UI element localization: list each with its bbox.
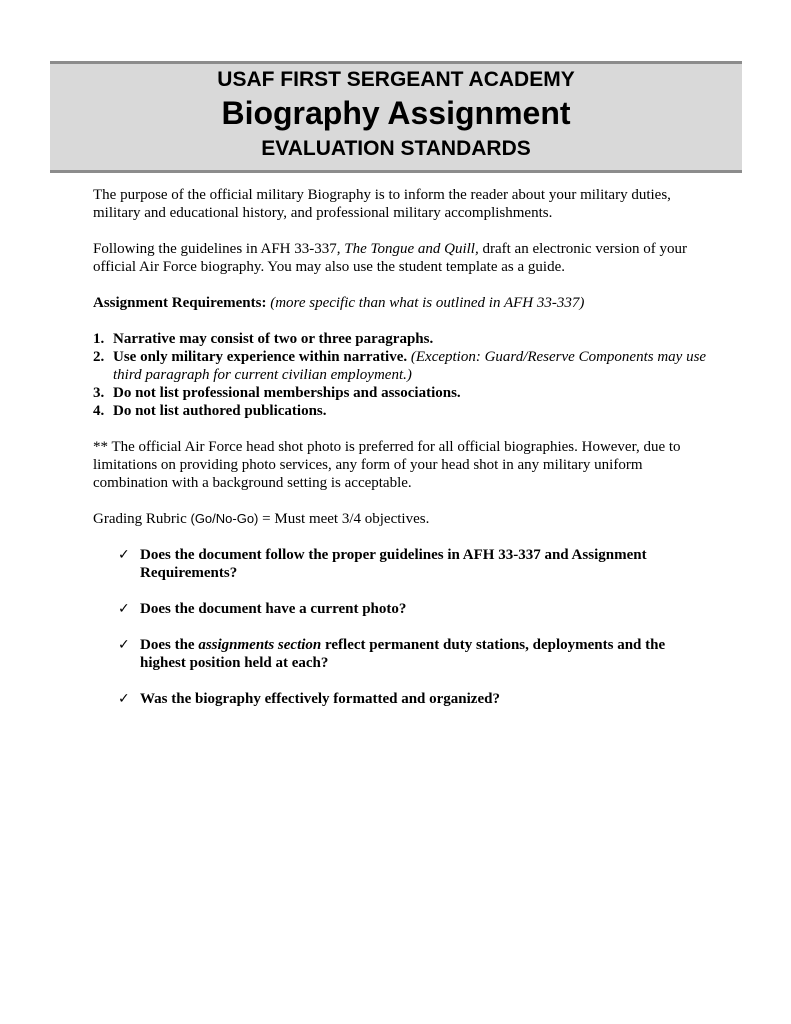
criterion-text: Was the biography effectively formatted and organized? <box>140 691 500 707</box>
item-text: Do not list professional memberships and associations. <box>113 385 461 401</box>
rubric-label: Grading Rubric <box>93 511 191 527</box>
item-number: 4. <box>93 403 105 419</box>
item-text: Do not list authored publications. <box>113 403 327 419</box>
evaluation-subtitle: EVALUATION STANDARDS <box>261 137 531 160</box>
list-item <box>93 600 713 618</box>
requirements-note: (more specific than what is outlined in AFH 33-337) <box>270 295 585 311</box>
criterion-emphasis: assignments section <box>198 637 322 653</box>
rubric-line <box>93 510 713 528</box>
check-icon: ✓ <box>118 601 130 617</box>
list-item <box>93 402 713 420</box>
requirements-list <box>93 330 713 420</box>
criterion-text-cont: reflect permanent duty stations, deployments and the highest position held at each? <box>140 637 666 671</box>
list-item <box>93 348 713 384</box>
rubric-requirement: = Must meet 3/4 objectives. <box>258 511 430 527</box>
purpose-paragraph: The purpose of the official military Biography is to inform the reader about your military duties, military and educational history, and professional military accomplishments. <box>93 187 671 221</box>
academy-title: USAF FIRST SERGEANT ACADEMY <box>217 68 575 91</box>
item-number: 1. <box>93 331 105 347</box>
item-number: 2. <box>93 349 105 365</box>
document-body <box>93 186 713 726</box>
list-item <box>93 690 713 708</box>
list-item <box>93 330 713 348</box>
title-banner <box>50 61 742 173</box>
assignment-title: Biography Assignment <box>221 95 571 131</box>
requirements-heading <box>93 294 713 312</box>
list-item <box>93 384 713 402</box>
guidelines-text: Following the guidelines in AFH 33-337, <box>93 241 345 257</box>
item-text: Narrative may consist of two or three paragraphs. <box>113 331 434 347</box>
guidelines-paragraph <box>93 240 713 276</box>
criterion-text: Does the document have a current photo? <box>140 601 407 617</box>
photo-paragraph: ** The official Air Force head shot photo is preferred for all official biographies. However, due to limitations on providing photo services, any form of your head shot in any military uniform combination with a background setting is acceptable. <box>93 439 681 491</box>
check-icon: ✓ <box>118 637 130 653</box>
item-exception-note: (Exception: Guard/Reserve Components may use third paragraph for current civilian employment.) <box>113 349 707 383</box>
item-number: 3. <box>93 385 105 401</box>
criterion-text: Does the document follow the proper guidelines in AFH 33-337 and Assignment Requirements? <box>140 547 647 581</box>
guidelines-text-cont: draft an electronic version of your official Air Force biography. You may also use the student template as a guide. <box>93 241 687 275</box>
check-icon: ✓ <box>118 547 130 563</box>
item-text: Use only military experience within narrative. <box>113 349 408 365</box>
tongue-and-quill-title: The Tongue and Quill, <box>344 241 479 257</box>
check-icon: ✓ <box>118 691 130 707</box>
requirements-label: Assignment Requirements: <box>93 295 267 311</box>
list-item <box>93 546 713 582</box>
rubric-gonogo: (Go/No-Go) <box>190 511 259 526</box>
criterion-text: Does the <box>140 637 199 653</box>
rubric-checklist <box>93 546 713 708</box>
list-item <box>93 636 713 672</box>
